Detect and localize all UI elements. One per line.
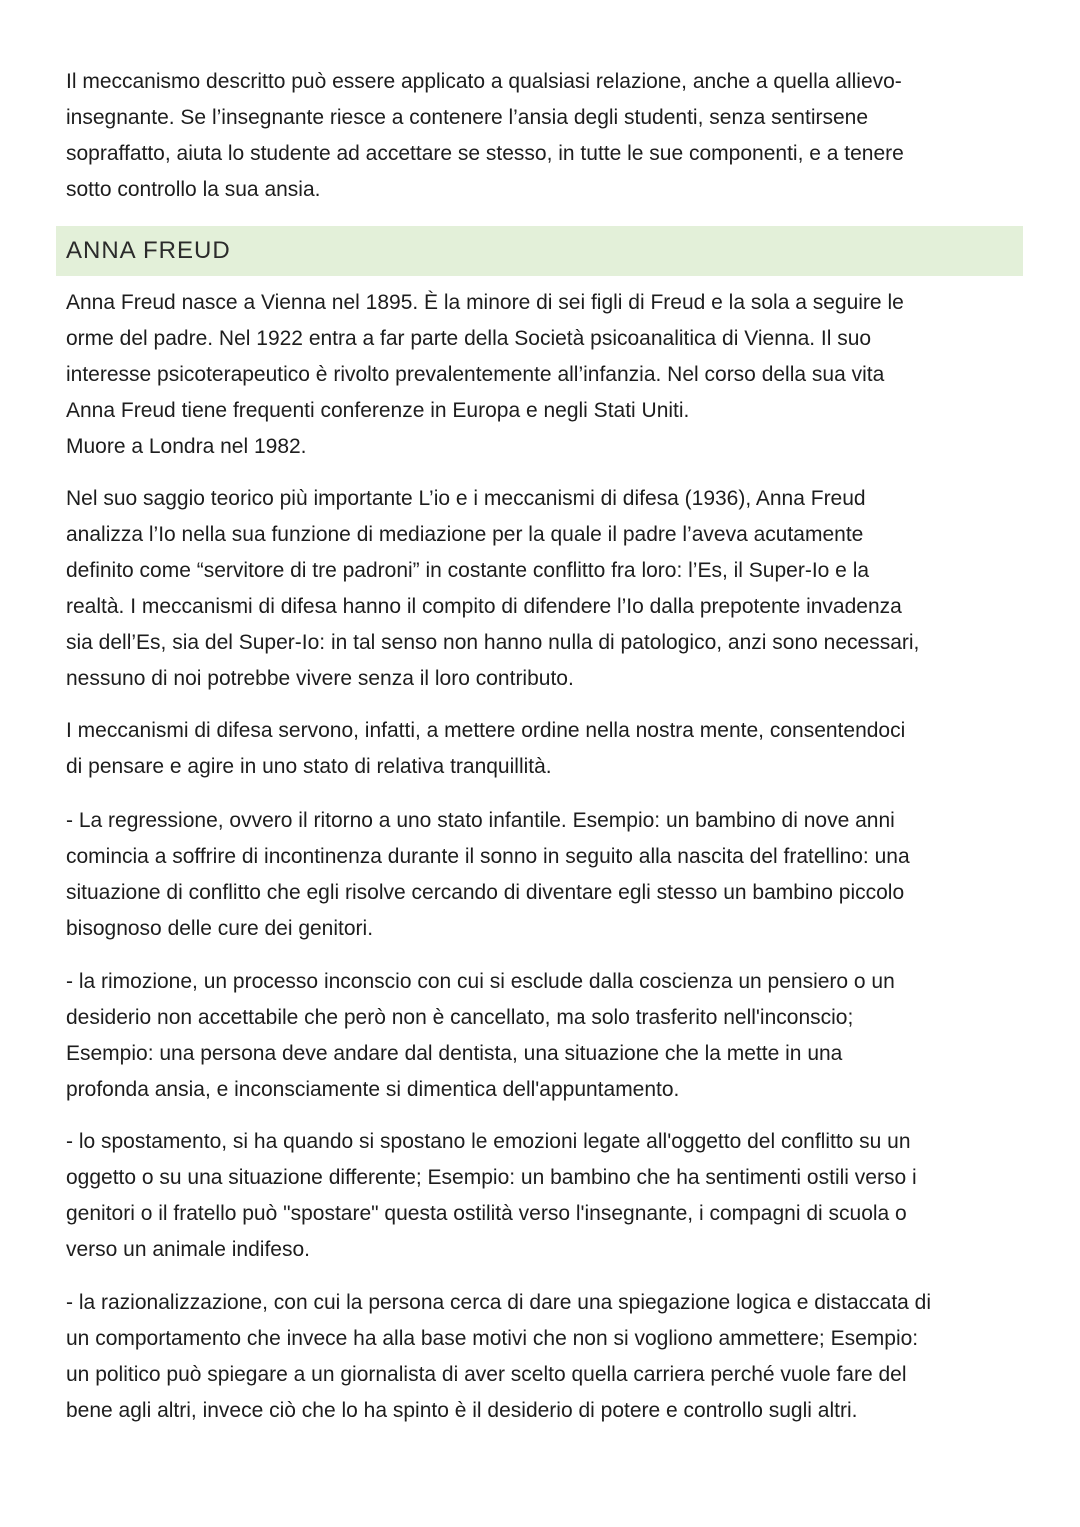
displacement-line: verso un animale indifeso.: [66, 1238, 310, 1261]
rationalization-paragraph: [66, 1285, 1026, 1429]
intro-line: insegnante. Se l’insegnante riesce a contenere l’ansia degli studenti, senza sentirsene: [66, 106, 869, 129]
rationalization-line: bene agli altri, invece ciò che lo ha spinto è il desiderio di potere e controllo sugli altri.: [66, 1399, 858, 1422]
essay-line: sia dell’Es, sia del Super-Io: in tal senso non hanno nulla di patologico, anzi sono necessari,: [66, 631, 920, 654]
removal-line: desiderio non accettabile che però non è cancellato, ma solo trasferito nell'inconscio;: [66, 1006, 854, 1029]
displacement-line: oggetto o su una situazione differente; Esempio: un bambino che ha sentimenti ostili verso i: [66, 1166, 917, 1189]
essay-paragraph: [66, 481, 1026, 697]
section-heading: ANNA FREUD: [66, 237, 231, 264]
bio-line: Anna Freud tiene frequenti conferenze in Europa e negli Stati Uniti.: [66, 399, 690, 422]
rationalization-line: un comportamento che invece ha alla base motivi che non si vogliono ammettere; Esempio:: [66, 1327, 919, 1350]
bio-line: Muore a Londra nel 1982.: [66, 435, 307, 458]
intro-line: Il meccanismo descritto può essere applicato a qualsiasi relazione, anche a quella allievo-: [66, 70, 902, 93]
displacement-line: genitori o il fratello può "spostare" questa ostilità verso l'insegnante, i compagni di scuola o: [66, 1202, 907, 1225]
regression-line: comincia a soffrire di incontinenza durante il sonno in seguito alla nascita del fratellino: una: [66, 845, 910, 868]
intro-line: sopraffatto, aiuta lo studente ad accettare se stesso, in tutte le sue componenti, e a tenere: [66, 142, 904, 165]
removal-line: Esempio: una persona deve andare dal dentista, una situazione che la mette in una: [66, 1042, 843, 1065]
defense-line: di pensare e agire in uno stato di relativa tranquillità.: [66, 755, 552, 778]
essay-line: analizza l’Io nella sua funzione di mediazione per la quale il padre l’aveva acutamente: [66, 523, 864, 546]
displacement-paragraph: [66, 1124, 1026, 1268]
regression-line: - La regressione, ovvero il ritorno a uno stato infantile. Esempio: un bambino di nove anni: [66, 809, 895, 832]
defense-line: I meccanismi di difesa servono, infatti, a mettere ordine nella nostra mente, consentendoci: [66, 719, 906, 742]
intro-paragraph: [66, 64, 1026, 208]
regression-paragraph: [66, 803, 1026, 947]
defense-paragraph: [66, 713, 1026, 785]
intro-line: sotto controllo la sua ansia.: [66, 178, 321, 201]
bio-line: Anna Freud nasce a Vienna nel 1895. È la minore di sei figli di Freud e la sola a seguire le: [66, 291, 904, 314]
removal-line: - la rimozione, un processo inconscio con cui si esclude dalla coscienza un pensiero o un: [66, 970, 895, 993]
essay-line: nessuno di noi potrebbe vivere senza il loro contributo.: [66, 667, 574, 690]
essay-line: realtà. I meccanismi di difesa hanno il compito di difendere l’Io dalla prepotente invadenza: [66, 595, 902, 618]
regression-line: situazione di conflitto che egli risolve cercando di diventare egli stesso un bambino piccolo: [66, 881, 905, 904]
essay-line: Nel suo saggio teorico più importante L’io e i meccanismi di difesa (1936), Anna Freud: [66, 487, 866, 510]
rationalization-line: un politico può spiegare a un giornalista di aver scelto quella carriera perché vuole fare del: [66, 1363, 907, 1386]
removal-line: profonda ansia, e inconsciamente si dimentica dell'appuntamento.: [66, 1078, 680, 1101]
rationalization-line: - la razionalizzazione, con cui la persona cerca di dare una spiegazione logica e distaccata di: [66, 1291, 932, 1314]
essay-line: definito come “servitore di tre padroni” in costante conflitto fra loro: l’Es, il Super-Io e la: [66, 559, 870, 582]
displacement-line: - lo spostamento, si ha quando si spostano le emozioni legate all'oggetto del conflitto su un: [66, 1130, 911, 1153]
bio-paragraph: [66, 285, 1026, 465]
regression-line: bisognoso delle cure dei genitori.: [66, 917, 374, 940]
bio-line: interesse psicoterapeutico è rivolto prevalentemente all’infanzia. Nel corso della sua vita: [66, 363, 885, 386]
bio-line: orme del padre. Nel 1922 entra a far parte della Società psicoanalitica di Vienna. Il suo: [66, 327, 872, 350]
removal-paragraph: [66, 964, 1026, 1108]
